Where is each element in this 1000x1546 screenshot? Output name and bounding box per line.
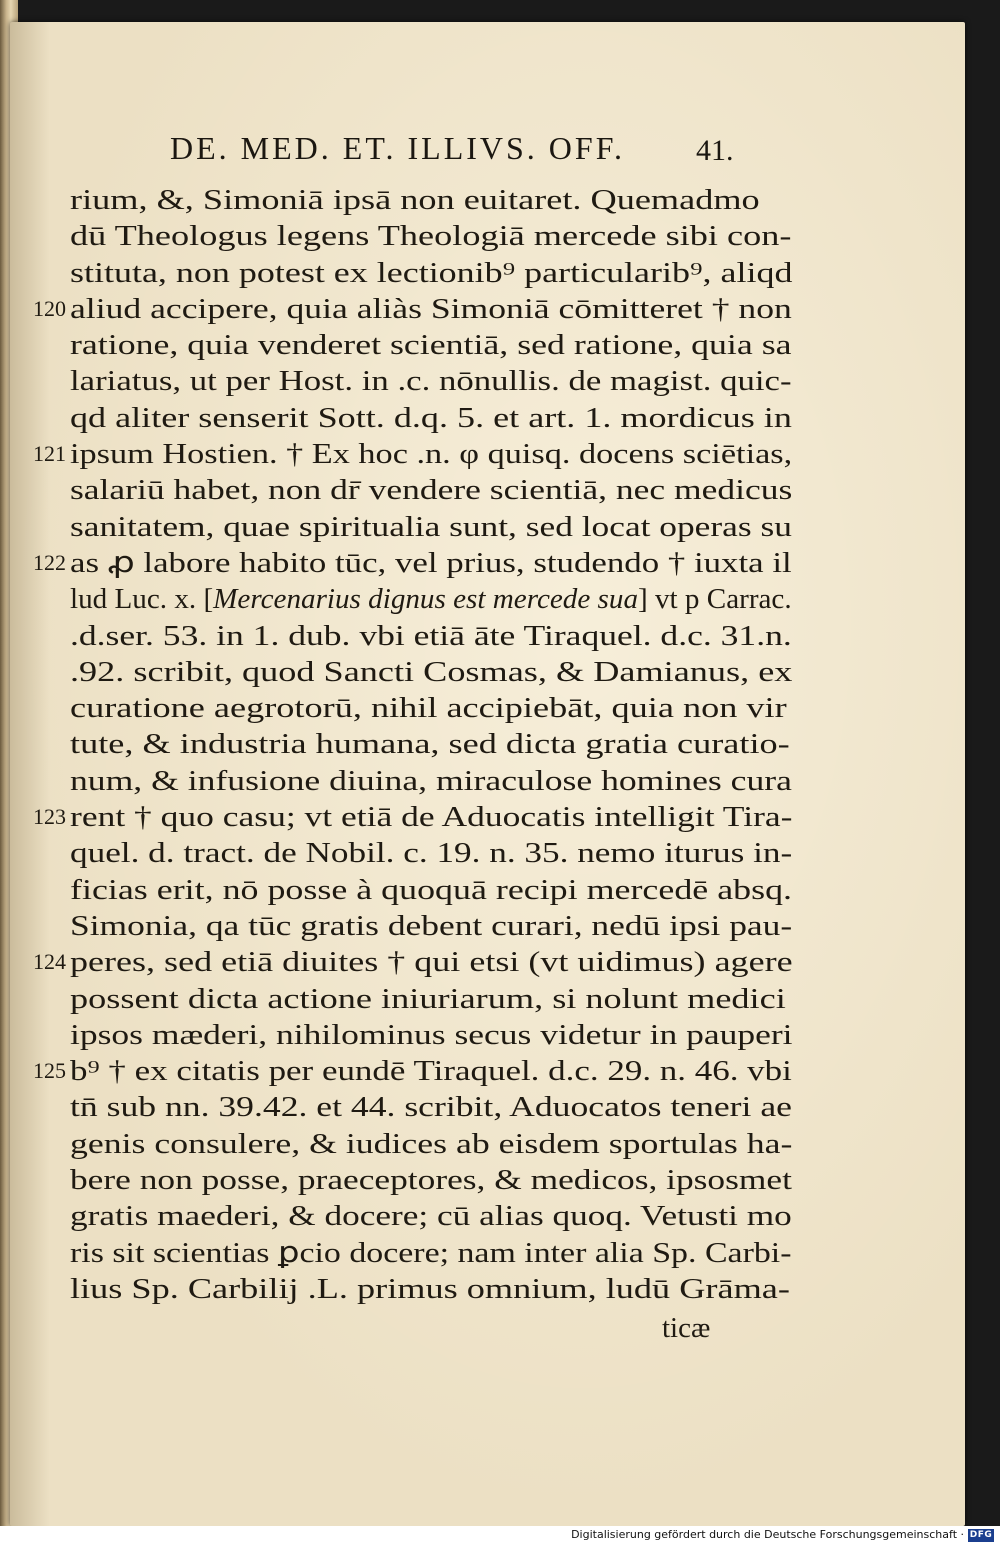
line-text bbox=[70, 1053, 792, 1089]
text-line bbox=[70, 218, 800, 254]
line-text-roman: possent dicta actione iniuriarum, si nolunt medici bbox=[70, 982, 786, 1015]
line-text-roman: bere non posse, praeceptores, & medicos, ipsosmet bbox=[70, 1164, 792, 1197]
text-line bbox=[70, 509, 800, 545]
line-text bbox=[70, 545, 792, 581]
line-text-roman: tn̄ sub nn. 39.42. et 44. scribit, Aduocatos teneri ae bbox=[70, 1091, 792, 1124]
text-line bbox=[33, 545, 800, 581]
marginal-number: 125 bbox=[33, 1058, 66, 1084]
line-text bbox=[70, 654, 792, 690]
line-text-roman: dū Theologus legens Theologiā mercede sibi con- bbox=[70, 220, 792, 253]
line-text bbox=[70, 291, 792, 327]
line-text-roman: .92. scribit, quod Sancti Cosmas, & Damianus, ex bbox=[70, 655, 793, 688]
line-text-roman: .d.ser. 53. in 1. dub. vbi etiā āte Tiraquel. d.c. 31.n. bbox=[70, 619, 792, 652]
line-text-roman: rium, &, Simoniā ipsā non euitaret. Quemadmo bbox=[70, 184, 760, 216]
text-line bbox=[70, 1235, 800, 1271]
line-text bbox=[70, 400, 792, 436]
line-text-roman: lariatus, ut per Host. in .c. nōnullis. de magist. quic- bbox=[70, 365, 792, 398]
line-text-roman: num, & infusione diuina, miraculose homines cura bbox=[70, 764, 792, 797]
line-text-roman: curatione aegrotorū, nihil accipiebāt, quia non vir bbox=[70, 692, 787, 725]
line-text bbox=[70, 509, 792, 545]
line-text-roman: rent † quo casu; vt etiā de Aduocatis intelligit Tira- bbox=[70, 801, 793, 834]
text-line bbox=[70, 581, 800, 617]
line-text bbox=[70, 944, 793, 980]
marginal-number: 124 bbox=[33, 949, 66, 975]
line-text-roman: peres, sed etiā diuites † qui etsi (vt uidimus) agere bbox=[70, 946, 793, 979]
footer-bar bbox=[0, 1526, 1000, 1546]
line-text-roman: salariū habet, non dr̄ vendere scientiā, nec medicus bbox=[70, 474, 793, 507]
text-line bbox=[70, 726, 800, 762]
text-line bbox=[33, 944, 800, 980]
text-line bbox=[70, 1126, 800, 1162]
text-line bbox=[70, 1017, 800, 1053]
line-text-roman: tute, & industria humana, sed dicta gratia curatio- bbox=[70, 728, 790, 761]
text-line bbox=[70, 1162, 800, 1198]
line-text-roman: ipsum Hostien. † Ex hoc .n. φ quisq. docens sciētias, bbox=[70, 438, 793, 471]
line-text-roman: ratione, quia venderet scientiā, sed ratione, quia sa bbox=[70, 329, 792, 362]
text-line bbox=[70, 654, 800, 690]
line-text bbox=[70, 1235, 792, 1271]
line-text-roman: Simonia, qa tūc gratis debent curari, nedū ipsi pau- bbox=[70, 909, 793, 942]
line-text-roman: ficias erit, nō posse à quoquā recipi mercedē absq. bbox=[70, 873, 793, 906]
line-text-italic-quote: Mercenarius dignus est mercede sua bbox=[213, 583, 639, 616]
line-text bbox=[70, 1271, 790, 1307]
line-text-roman: quel. d. tract. de Nobil. c. 19. n. 35. nemo iturus in- bbox=[70, 837, 793, 870]
text-line bbox=[70, 1198, 800, 1234]
line-text-roman: ris sit scientias ꝑcio docere; nam inter alia Sp. Carbi- bbox=[70, 1236, 792, 1269]
line-text bbox=[70, 581, 792, 617]
text-line bbox=[70, 400, 800, 436]
line-text-roman: b⁹ † ex citatis per eundē Tiraquel. d.c. 29. n. 46. vbi bbox=[70, 1055, 792, 1088]
dfg-logo: DFG bbox=[969, 1530, 993, 1540]
text-line bbox=[70, 472, 800, 508]
line-text bbox=[70, 218, 791, 254]
line-text-roman: sanitatem, quae spiritualia sunt, sed locat operas su bbox=[70, 510, 792, 543]
line-text bbox=[70, 1017, 793, 1053]
line-text-roman: lud Luc. x. [ bbox=[70, 583, 214, 616]
line-text bbox=[70, 472, 792, 508]
text-line bbox=[70, 1089, 800, 1125]
line-text-roman: as ꝓ labore habito tūc, vel prius, studendo † iuxta il bbox=[70, 546, 792, 579]
text-line bbox=[70, 618, 800, 654]
line-text bbox=[70, 726, 790, 762]
text-line bbox=[70, 763, 800, 799]
marginal-number: 121 bbox=[33, 441, 66, 467]
text-line bbox=[70, 835, 800, 871]
line-text-roman: aliud accipere, quia aliàs Simoniā cōmitteret † non bbox=[70, 292, 792, 325]
line-text bbox=[70, 327, 792, 363]
marginal-number: 120 bbox=[33, 295, 66, 321]
line-text bbox=[70, 799, 792, 835]
line-text bbox=[70, 981, 786, 1017]
text-line bbox=[70, 327, 800, 363]
line-text bbox=[70, 1162, 792, 1198]
book-page bbox=[10, 22, 965, 1526]
text-line bbox=[33, 291, 800, 327]
line-text bbox=[70, 436, 792, 472]
line-text bbox=[70, 1126, 792, 1162]
text-line bbox=[70, 690, 800, 726]
folio-number: 41. bbox=[696, 134, 734, 167]
text-line bbox=[70, 363, 800, 399]
line-text-roman: ipsos mæderi, nihilominus secus videtur in pauperi bbox=[70, 1018, 793, 1051]
text-line bbox=[70, 1271, 800, 1307]
text-line bbox=[70, 981, 800, 1017]
text-line bbox=[70, 908, 800, 944]
text-line bbox=[33, 1053, 800, 1089]
line-text bbox=[70, 255, 792, 291]
line-text bbox=[70, 182, 760, 218]
line-text-roman: genis consulere, & iudices ab eisdem sportulas ha- bbox=[70, 1127, 793, 1160]
line-text bbox=[70, 690, 787, 726]
text-line bbox=[70, 872, 800, 908]
line-text-roman: lius Sp. Carbilij .L. primus omnium, ludū Grāma- bbox=[70, 1272, 790, 1305]
line-text bbox=[70, 872, 792, 908]
marginal-number: 122 bbox=[33, 549, 66, 575]
line-text bbox=[70, 763, 792, 799]
text-line bbox=[70, 182, 800, 218]
line-text bbox=[70, 908, 792, 944]
line-text bbox=[70, 1089, 792, 1125]
line-text bbox=[70, 618, 792, 654]
line-text-roman: qd aliter senserit Sott. d.q. 5. et art. 1. mordicus in bbox=[70, 401, 792, 434]
running-head: DE. MED. ET. ILLIVS. OFF. bbox=[170, 130, 625, 166]
catchword: ticæ bbox=[662, 1312, 711, 1344]
text-line bbox=[70, 255, 800, 291]
text-block bbox=[33, 182, 800, 1307]
dfg-credit-text: Digitalisierung gefördert durch die Deutsche Forschungsgemeinschaft · bbox=[571, 1528, 964, 1541]
text-line bbox=[33, 436, 800, 472]
line-text bbox=[70, 363, 792, 399]
text-line bbox=[33, 799, 800, 835]
line-text bbox=[70, 835, 792, 871]
marginal-number: 123 bbox=[33, 804, 66, 830]
line-text-roman-after: ] vt p Carrac. bbox=[638, 583, 792, 616]
line-text bbox=[70, 1198, 792, 1234]
line-text-roman: gratis maederi, & docere; cū alias quoq. Vetusti mo bbox=[70, 1200, 792, 1233]
line-text-roman: stituta, non potest ex lectionib⁹ particularib⁹, aliqd bbox=[70, 256, 793, 289]
